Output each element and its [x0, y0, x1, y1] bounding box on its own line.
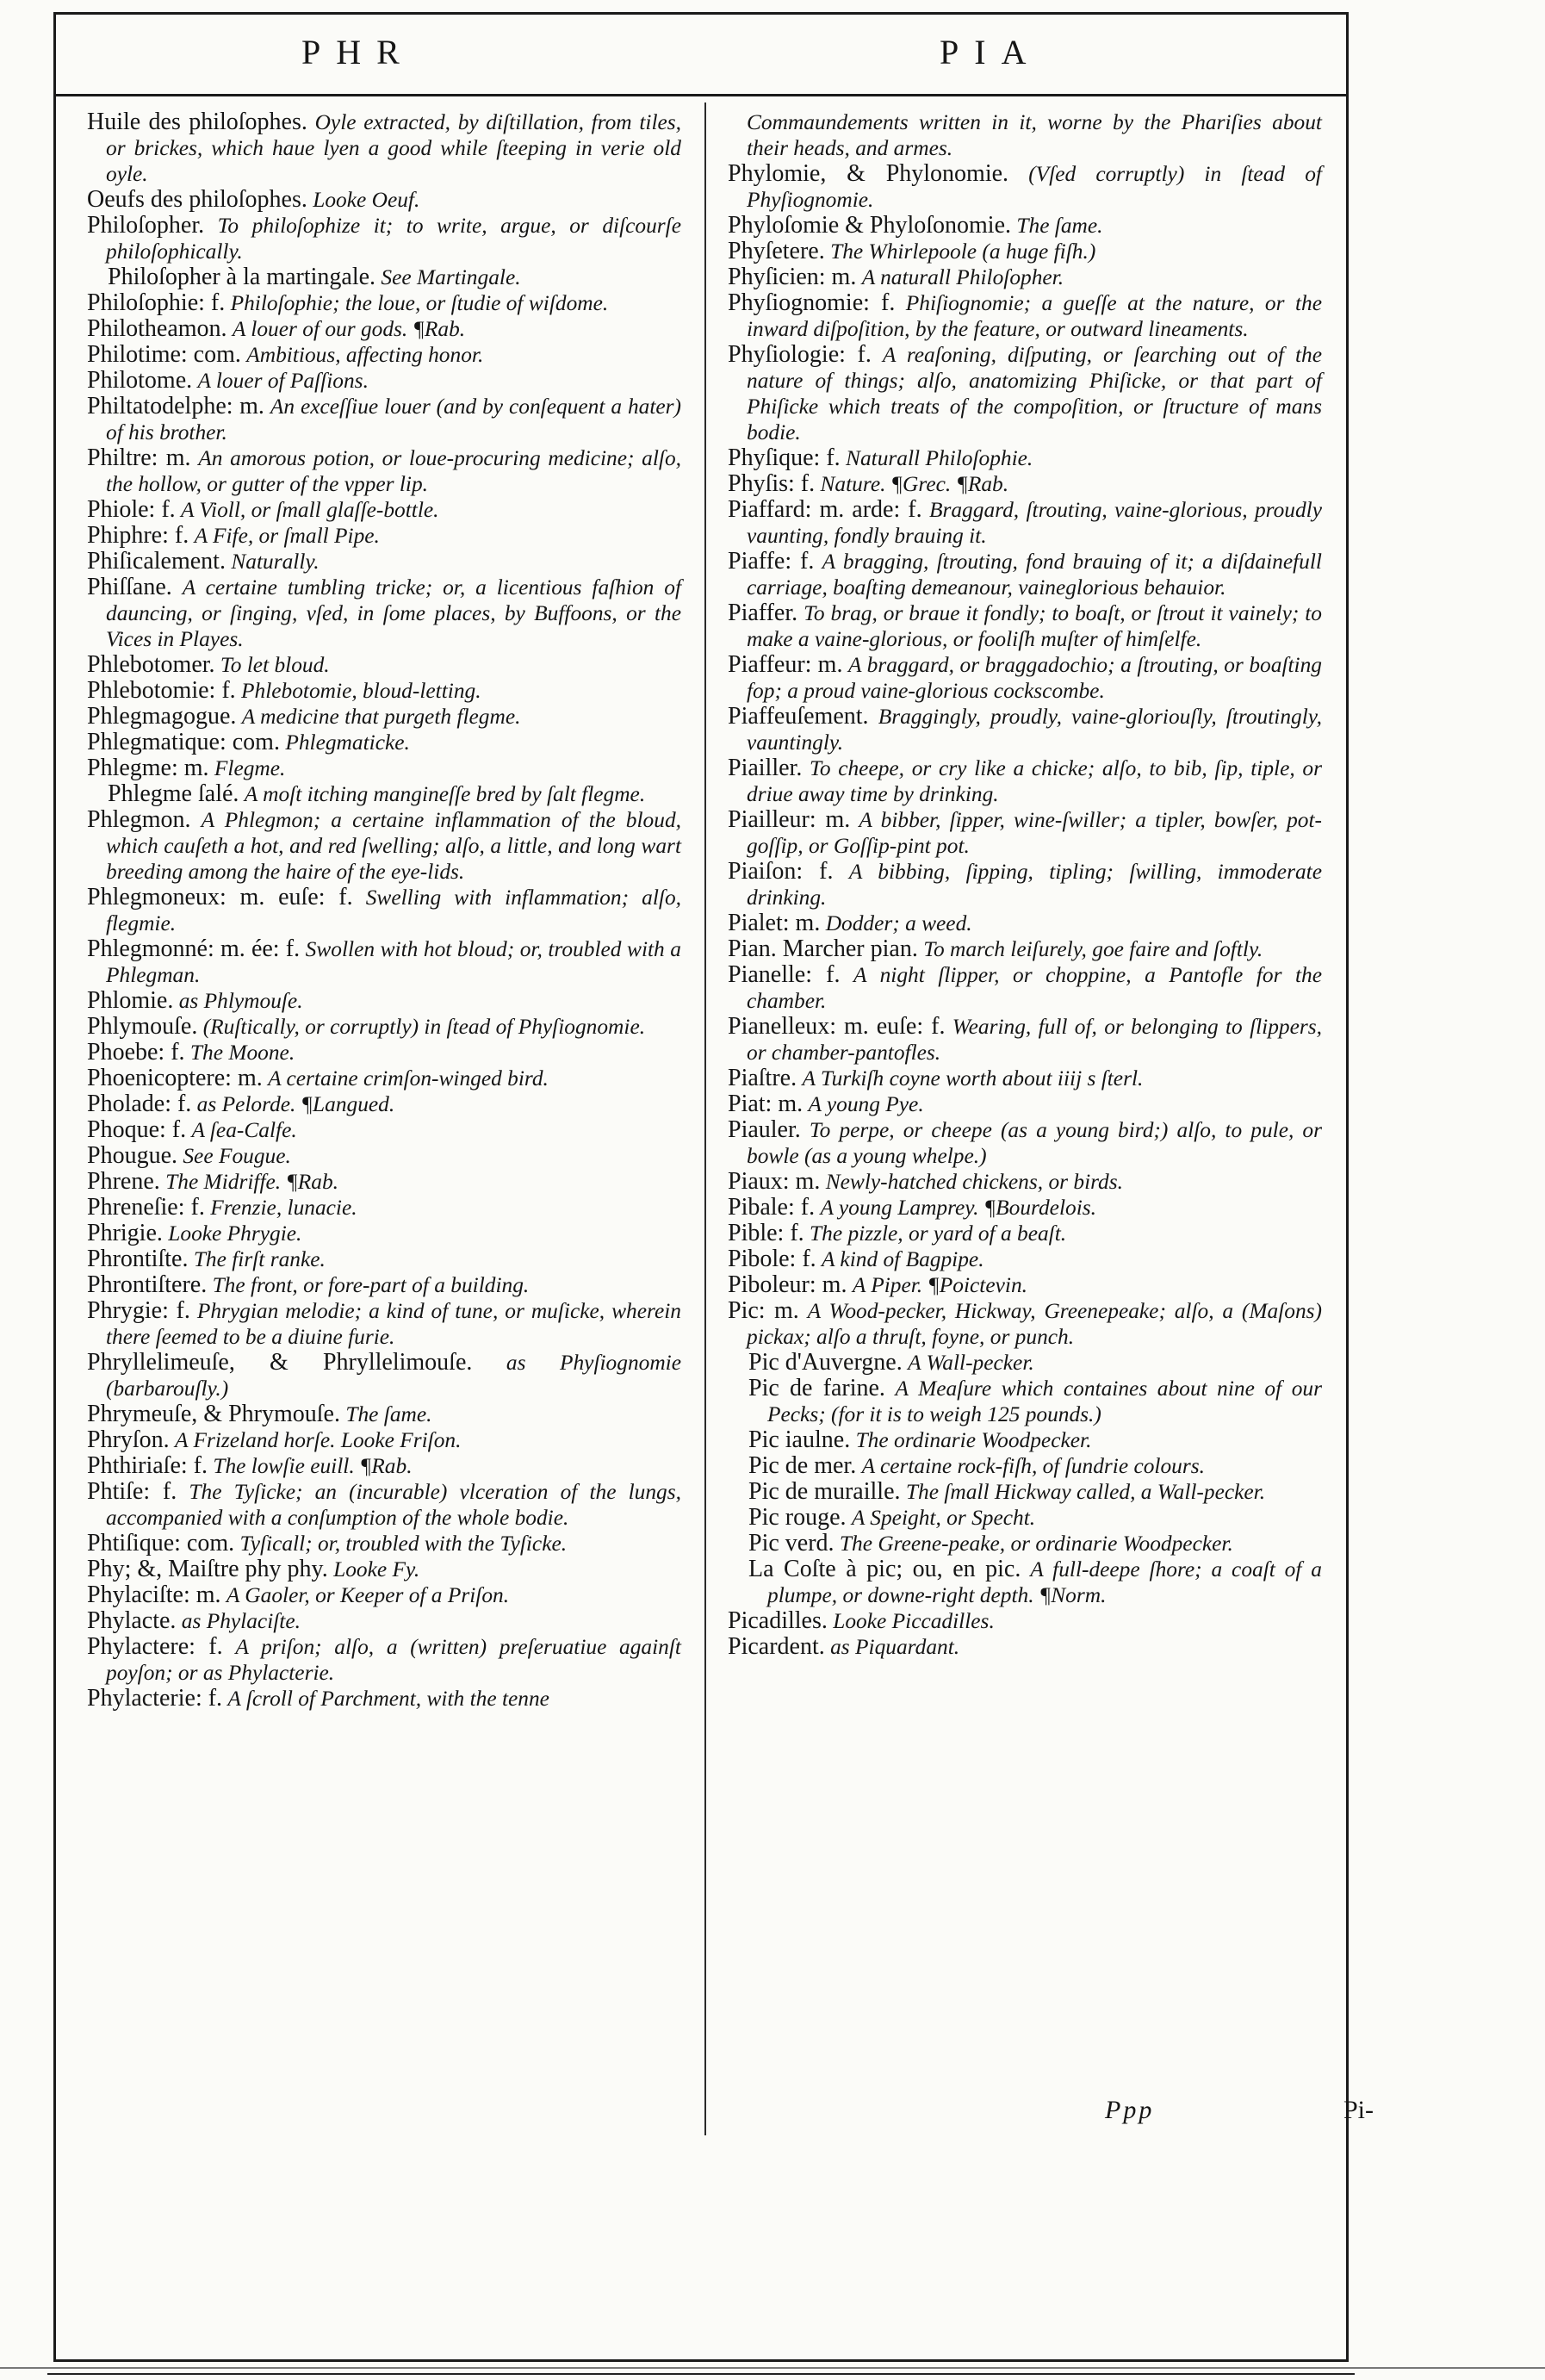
- entry-definition: A Meaſure which containes about nine of our Pecks; (for it is to weigh 125 pounds.): [767, 1376, 1322, 1426]
- entry-headword: Phylomie, & Phylonomie.: [728, 160, 1009, 187]
- entry-headword: Phrigie.: [87, 1220, 163, 1246]
- entry-headword: Piat: m.: [728, 1091, 804, 1117]
- entry-headword: Philotheamon.: [87, 315, 227, 342]
- entry-definition: A young Lamprey. ¶Bourdelois.: [820, 1196, 1096, 1220]
- entry-definition: A Phlegmon; a certaine inflammation of the bloud, which cauſeth a hot, and red ſwelling; alſo, a little, and long wart breeding among the haire of the eye-lids.: [106, 808, 681, 884]
- dictionary-entry: [728, 1014, 1322, 1066]
- entry-definition: A louer of Paſſions.: [197, 369, 369, 393]
- dictionary-entry: [728, 1427, 1322, 1453]
- entry-definition: See Martingale.: [381, 265, 521, 289]
- entry-definition: Looke Fy.: [333, 1557, 420, 1581]
- entry-headword: La Coſte à pic; ou, en pic.: [748, 1556, 1021, 1582]
- dictionary-entry: [728, 264, 1322, 290]
- right-column: [728, 109, 1322, 1660]
- dictionary-entry: [87, 187, 681, 213]
- dictionary-entry: [87, 652, 681, 678]
- entry-definition: A Frizeland horſe. Looke Friſon.: [175, 1428, 462, 1452]
- entry-headword: Piboleur: m.: [728, 1271, 847, 1298]
- entry-headword: Phthiriaſe: f.: [87, 1452, 208, 1479]
- entry-definition: See Fougue.: [183, 1144, 291, 1168]
- page-footer: [1089, 2096, 1374, 2130]
- dictionary-entry: [728, 962, 1322, 1014]
- dictionary-entry: [728, 1091, 1322, 1117]
- entry-definition: A priſon; alſo, a (written) preſeruatiue againſt poyſon; or as Phylacterie.: [106, 1635, 681, 1685]
- dictionary-entry: [728, 1066, 1322, 1091]
- dictionary-entry: [87, 1686, 681, 1712]
- entry-definition: To march leiſurely, goe faire and ſoftly.: [923, 937, 1263, 961]
- dictionary-entry: [87, 1143, 681, 1169]
- entry-headword: Phtiſe: f.: [87, 1478, 177, 1505]
- entry-headword: Pic de farine.: [748, 1375, 885, 1401]
- entry-headword: Pialet: m.: [728, 910, 821, 936]
- dictionary-entry: [728, 1246, 1322, 1272]
- entry-definition: The Whirlepoole (a huge fiſh.): [830, 239, 1096, 264]
- dictionary-entry: [728, 1117, 1322, 1169]
- dictionary-entry: [87, 1427, 681, 1453]
- entry-headword: Phyſiognomie: f.: [728, 289, 896, 316]
- signature-mark: Ppp: [1105, 2096, 1155, 2124]
- entry-headword: Phougue.: [87, 1142, 177, 1169]
- entry-headword: Phlegmatique: com.: [87, 729, 280, 755]
- dictionary-entry: [87, 264, 681, 290]
- dictionary-entry: [87, 1221, 681, 1246]
- entry-headword: Pic: m.: [728, 1297, 799, 1324]
- dictionary-entry: [87, 523, 681, 549]
- entry-definition: A full-deepe ſhore; a coaſt of a plumpe, or downe-right depth. ¶Norm.: [767, 1557, 1322, 1607]
- entry-definition: A medicine that purgeth flegme.: [241, 705, 521, 729]
- entry-headword: Philtatodelphe: m.: [87, 393, 264, 419]
- dictionary-entry: [87, 316, 681, 342]
- entry-definition: The ſmall Hickway called, a Wall-pecker.: [905, 1480, 1266, 1504]
- entry-definition: The ſame.: [345, 1402, 432, 1426]
- entry-headword: Piaffer.: [728, 600, 798, 626]
- dictionary-entry: [87, 1091, 681, 1117]
- entry-headword: Pholade: f.: [87, 1091, 192, 1117]
- dictionary-entry: [87, 1582, 681, 1608]
- page-frame: [53, 12, 1374, 2362]
- dictionary-entry: [728, 497, 1322, 549]
- entry-definition: Commaundements written in it, worne by the Phariſies about their heads, and armes.: [747, 110, 1322, 160]
- dictionary-entry: [87, 1040, 681, 1066]
- entry-definition: An exceſſiue louer (and by conſequent a hater) of his brother.: [106, 395, 682, 444]
- entry-headword: Phyſis: f.: [728, 470, 816, 497]
- dictionary-entry: [87, 730, 681, 755]
- entry-headword: Pibale: f.: [728, 1194, 816, 1221]
- dictionary-entry: [728, 1272, 1322, 1298]
- entry-definition: A Violl, or ſmall glaſſe-bottle.: [181, 498, 439, 522]
- entry-definition: A certaine tumbling tricke; or, a licentious faſhion of dauncing, or ſinging, vſed, in ſome places, by Buffoons, or the Vices in Playes.: [106, 575, 681, 651]
- dictionary-entry: [87, 1066, 681, 1091]
- entry-headword: Phrygie: f.: [87, 1297, 190, 1324]
- entry-definition: Phrygian melodie; a kind of tune, or muſicke, wherein there ſeemed to be a diuine furie.: [106, 1299, 681, 1349]
- entry-definition: Philoſophie; the loue, or ſtudie of wiſdome.: [230, 291, 609, 315]
- entry-headword: Phryllelimeuſe, & Phryllelimouſe.: [87, 1349, 473, 1376]
- dictionary-entry: [728, 290, 1322, 342]
- entry-headword: Philoſophie: f.: [87, 289, 226, 316]
- dictionary-entry: [728, 936, 1322, 962]
- entry-definition: A ſea-Calfe.: [191, 1118, 297, 1142]
- entry-definition: A bibber, ſipper, wine-ſwiller; a tipler, bowſer, pot-goſſip, or Goſſip-pint pot.: [747, 808, 1322, 858]
- entry-headword: Phtiſique: com.: [87, 1530, 235, 1557]
- dictionary-entry: [87, 885, 681, 936]
- dictionary-entry: [728, 1608, 1322, 1634]
- dictionary-entry: [87, 368, 681, 394]
- entry-headword: Phrontiſte.: [87, 1246, 189, 1272]
- dictionary-entry: [87, 1272, 681, 1298]
- running-head-right: PIA: [940, 33, 1042, 71]
- entry-definition: To cheepe, or cry like a chicke; alſo, to bib, ſip, tiple, or driue away time by drinking.: [747, 756, 1322, 806]
- entry-definition: Ambitious, affecting honor.: [246, 343, 484, 367]
- dictionary-entry: [728, 1298, 1322, 1350]
- dictionary-entry: [728, 1557, 1322, 1608]
- entry-definition: A Piper. ¶Poictevin.: [852, 1273, 1027, 1297]
- entry-headword: Phy; &, Maiſtre phy phy.: [87, 1556, 328, 1582]
- entry-headword: Piaffeur: m.: [728, 651, 843, 678]
- entry-definition: Dodder; a weed.: [825, 911, 972, 935]
- dictionary-entry: [87, 1531, 681, 1557]
- dictionary-entry: [87, 575, 681, 652]
- entry-definition: (Ruſtically, or corruptly) in ſtead of Phyſiognomie.: [202, 1015, 646, 1039]
- entry-headword: Phrene.: [87, 1168, 160, 1195]
- dictionary-entry: [87, 1298, 681, 1350]
- dictionary-entry: [728, 1479, 1322, 1505]
- bottom-rule: [0, 2367, 1545, 2369]
- entry-headword: Phyſique: f.: [728, 444, 841, 471]
- dictionary-entry: [728, 1531, 1322, 1557]
- entry-headword: Philoſopher.: [87, 212, 205, 239]
- entry-headword: Philotime: com.: [87, 341, 241, 368]
- entry-headword: Picadilles.: [728, 1607, 828, 1634]
- entry-definition: Nature. ¶Grec. ¶Rab.: [820, 472, 1009, 496]
- entry-definition: A Fife, or ſmall Pipe.: [194, 524, 380, 548]
- dictionary-entry: [87, 342, 681, 368]
- entry-definition: Braggard, ſtrouting, vaine-glorious, proudly vaunting, fondly brauing it.: [747, 498, 1322, 548]
- entry-definition: The Moone.: [189, 1041, 295, 1065]
- entry-definition: Looke Piccadilles.: [833, 1609, 995, 1633]
- entry-definition: The pizzle, or yard of a beaſt.: [810, 1221, 1067, 1246]
- entry-definition: A Speight, or Specht.: [851, 1506, 1036, 1530]
- entry-headword: Phiſſane.: [87, 574, 172, 600]
- entry-headword: Pianelle: f.: [728, 961, 841, 988]
- entry-definition: The Midriffe. ¶Rab.: [165, 1170, 338, 1194]
- entry-headword: Phiole: f.: [87, 496, 176, 523]
- entry-headword: Phlegmagogue.: [87, 703, 237, 730]
- dictionary-entry: [728, 704, 1322, 755]
- dictionary-entry: [87, 1014, 681, 1040]
- entry-headword: Piaffard: m. arde: f.: [728, 496, 922, 523]
- dictionary-entry: [87, 704, 681, 730]
- entry-definition: Braggingly, proudly, vaine-gloriouſly, ſtroutingly, vauntingly.: [747, 705, 1322, 755]
- entry-headword: Phreneſie: f.: [87, 1194, 205, 1221]
- entry-definition: The lowſie euill. ¶Rab.: [213, 1454, 413, 1478]
- entry-definition: To brag, or braue it fondly; to boaſt, or ſtrout it vainely; to make a vaine-glorious, or fooliſh muſter of himſelfe.: [747, 601, 1322, 651]
- entry-headword: Pible: f.: [728, 1220, 804, 1246]
- dictionary-entry: [728, 1221, 1322, 1246]
- entry-headword: Picardent.: [728, 1633, 825, 1660]
- entry-definition: Looke Phrygie.: [168, 1221, 302, 1246]
- entry-headword: Piaiſon: f.: [728, 858, 834, 885]
- entry-headword: Pic d'Auvergne.: [748, 1349, 903, 1376]
- dictionary-entry: [87, 213, 681, 264]
- dictionary-entry: [728, 1376, 1322, 1427]
- dictionary-entry: [87, 807, 681, 885]
- entry-headword: Phylaciſte: m.: [87, 1581, 221, 1608]
- entry-definition: A certaine rock-fiſh, of ſundrie colours.: [861, 1454, 1205, 1478]
- entry-definition: A louer of our gods. ¶Rab.: [232, 317, 466, 341]
- entry-definition: as Phlymouſe.: [178, 989, 303, 1013]
- entry-headword: Philtre: m.: [87, 444, 191, 471]
- dictionary-entry: [728, 471, 1322, 497]
- dictionary-entry: [728, 1505, 1322, 1531]
- dictionary-entry: [87, 290, 681, 316]
- entry-definition: The front, or fore-part of a building.: [212, 1273, 530, 1297]
- dictionary-entry: [87, 445, 681, 497]
- left-column: [87, 109, 681, 1712]
- entry-definition: Flegme.: [214, 756, 286, 780]
- entry-definition: (Vſed corruptly) in ſtead of Phyſiognomie.: [747, 162, 1322, 212]
- entry-definition: A certaine crimſon-winged bird.: [268, 1066, 549, 1091]
- entry-headword: Phlebotomie: f.: [87, 677, 236, 704]
- entry-headword: Phylactere: f.: [87, 1633, 223, 1660]
- entry-headword: Oeufs des philoſophes.: [87, 186, 307, 213]
- entry-definition: A Wood-pecker, Hickway, Greenepeake; alſo, a (Maſons) pickax; alſo a thruſt, foyne, or punch.: [747, 1299, 1322, 1349]
- entry-headword: Phyſicien: m.: [728, 264, 857, 290]
- entry-headword: Phylacterie: f.: [87, 1685, 223, 1712]
- dictionary-entry: [87, 1634, 681, 1686]
- dictionary-entry: [87, 109, 681, 187]
- dictionary-entry: [728, 1169, 1322, 1195]
- entry-headword: Philoſopher à la martingale.: [108, 264, 376, 290]
- dictionary-entry: [728, 445, 1322, 471]
- entry-definition: Naturally.: [231, 550, 320, 574]
- dictionary-entry: [728, 755, 1322, 807]
- entry-headword: Phlegmon.: [87, 806, 191, 833]
- entry-definition: as Phyſiognomie (barbarouſly.): [106, 1351, 681, 1401]
- entry-headword: Pian. Marcher pian.: [728, 935, 918, 962]
- dictionary-entry: [728, 1195, 1322, 1221]
- dictionary-entry: [728, 109, 1322, 161]
- dictionary-entry: [87, 1453, 681, 1479]
- entry-definition: A night ſlipper, or choppine, a Pantofle for the chamber.: [747, 963, 1322, 1013]
- entry-headword: Piaux: m.: [728, 1168, 821, 1195]
- dictionary-entry: [728, 549, 1322, 600]
- entry-definition: To perpe, or cheepe (as a young bird;) alſo, to pule, or bowle (as a young whelpe.): [747, 1118, 1322, 1168]
- dictionary-entry: [87, 549, 681, 575]
- dictionary-entry: [728, 1453, 1322, 1479]
- entry-definition: Frenzie, lunacie.: [210, 1196, 357, 1220]
- entry-definition: as Phylaciſte.: [181, 1609, 301, 1633]
- entry-headword: Pic rouge.: [748, 1504, 847, 1531]
- entry-headword: Piailler.: [728, 755, 803, 781]
- entry-headword: Phlegmoneux: m. euſe: f.: [87, 884, 353, 910]
- entry-headword: Phlymouſe.: [87, 1013, 198, 1040]
- dictionary-entry: [728, 807, 1322, 859]
- entry-headword: Piauler.: [728, 1116, 801, 1143]
- entry-definition: The ſame.: [1016, 214, 1103, 238]
- entry-headword: Phlomie.: [87, 987, 174, 1014]
- entry-headword: Phoebe: f.: [87, 1039, 185, 1066]
- entry-definition: A naturall Philoſopher.: [861, 265, 1064, 289]
- entry-headword: Pic verd.: [748, 1530, 835, 1557]
- entry-headword: Pic iaulne.: [748, 1426, 851, 1453]
- entry-definition: A braggard, or braggadochio; a ſtrouting, or boaſting fop; a proud vaine-glorious cockscombe.: [747, 653, 1322, 703]
- entry-definition: Newly-hatched chickens, or birds.: [825, 1170, 1123, 1194]
- entry-headword: Phrymeuſe, & Phrymouſe.: [87, 1401, 340, 1427]
- entry-definition: The Greene-peake, or ordinarie Woodpecker.: [839, 1532, 1233, 1556]
- entry-definition: A Turkiſh coyne worth about iiij s ſterl.: [802, 1066, 1144, 1091]
- dictionary-entry: [728, 600, 1322, 652]
- entry-headword: Phlegme: m.: [87, 755, 209, 781]
- entry-headword: Phoenicoptere: m.: [87, 1065, 263, 1091]
- entry-definition: A reaſoning, diſputing, or ſearching out of the nature of things; alſo, anatomizing Phiſicke, or that part of Phiſicke which treats of the compoſition, or ſtructure of mans bodie.: [747, 343, 1322, 444]
- dictionary-entry: [728, 652, 1322, 704]
- entry-definition: Swollen with hot bloud; or, troubled with a Phlegman.: [106, 937, 681, 987]
- dictionary-entry: [728, 1634, 1322, 1660]
- dictionary-entry: [87, 1479, 681, 1531]
- dictionary-entry: [87, 1169, 681, 1195]
- dictionary-entry: [87, 1608, 681, 1634]
- entry-headword: Phiphre: f.: [87, 522, 189, 549]
- dictionary-entry: [87, 1117, 681, 1143]
- entry-definition: An amorous potion, or loue-procuring medicine; alſo, the hollow, or gutter of the vpper lip.: [106, 446, 681, 496]
- dictionary-entry: [728, 213, 1322, 239]
- dictionary-entry: [728, 1350, 1322, 1376]
- entry-definition: Swelling with inflammation; alſo, flegmie.: [106, 886, 681, 935]
- entry-definition: A young Pye.: [808, 1092, 924, 1116]
- entry-definition: The Tyſicke; an (incurable) vlceration of the lungs, accompanied with a conſumption of the whole bodie.: [106, 1480, 681, 1530]
- entry-headword: Piaſtre.: [728, 1065, 797, 1091]
- dictionary-entry: [87, 1401, 681, 1427]
- column-divider: [704, 103, 706, 2135]
- entry-headword: Phlebotomer.: [87, 651, 215, 678]
- entry-definition: Naturall Philoſophie.: [846, 446, 1033, 470]
- dictionary-entry: [728, 161, 1322, 213]
- dictionary-entry: [87, 936, 681, 988]
- entry-headword: Pic de muraille.: [748, 1478, 901, 1505]
- entry-definition: The firſt ranke.: [193, 1247, 326, 1271]
- dictionary-entry: [728, 342, 1322, 445]
- entry-headword: Phryſon.: [87, 1426, 170, 1453]
- entry-definition: A ſcroll of Parchment, with the tenne: [227, 1687, 549, 1711]
- entry-definition: A bibbing, ſipping, tipling; ſwilling, immoderate drinking.: [747, 860, 1322, 910]
- entry-definition: To let bloud.: [220, 653, 330, 677]
- entry-headword: Pianelleux: m. euſe: f.: [728, 1013, 946, 1040]
- dictionary-entry: [728, 910, 1322, 936]
- dictionary-entry: [87, 1195, 681, 1221]
- entry-definition: Phlebotomie, bloud-letting.: [241, 679, 481, 703]
- entry-headword: Piaffeuſement.: [728, 703, 869, 730]
- entry-definition: as Pelorde. ¶Langued.: [196, 1092, 395, 1116]
- entry-definition: Phiſiognomie; a gueſſe at the nature, or the inward diſpoſition, by the feature, or outward lineaments.: [747, 291, 1322, 341]
- entry-definition: as Piquardant.: [830, 1635, 960, 1659]
- running-head-left: PHR: [301, 33, 415, 71]
- entry-headword: Philotome.: [87, 367, 193, 394]
- dictionary-entry: [87, 781, 681, 807]
- dictionary-entry: [87, 497, 681, 523]
- entry-definition: Looke Oeuf.: [313, 188, 420, 212]
- dictionary-entry: [728, 239, 1322, 264]
- entry-headword: Phiſicalement.: [87, 548, 226, 575]
- entry-definition: A Wall-pecker.: [908, 1351, 1034, 1375]
- dictionary-entry: [87, 755, 681, 781]
- entry-headword: Pic de mer.: [748, 1452, 857, 1479]
- entry-headword: Pibole: f.: [728, 1246, 816, 1272]
- entry-definition: A moſt itching mangineſſe bred by ſalt flegme.: [244, 782, 646, 806]
- catchword: Pi-: [1343, 2096, 1374, 2124]
- entry-headword: Phlegme ſalé.: [108, 780, 239, 807]
- entry-definition: A Gaoler, or Keeper of a Priſon.: [226, 1583, 510, 1607]
- entry-headword: Phylacte.: [87, 1607, 177, 1634]
- entry-definition: The ordinarie Woodpecker.: [855, 1428, 1092, 1452]
- entry-definition: Phlegmaticke.: [285, 730, 410, 755]
- entry-definition: Tyſicall; or, troubled with the Tyſicke.: [239, 1532, 568, 1556]
- entry-definition: To philoſophize it; to write, argue, or diſcourſe philoſophically.: [106, 214, 681, 264]
- entry-definition: A bragging, ſtrouting, fond brauing of it; a diſdainefull carriage, boaſting demeanour, vaineglorious behauior.: [747, 550, 1322, 600]
- running-head: [56, 15, 1346, 96]
- entry-headword: Phrontiſtere.: [87, 1271, 208, 1298]
- dictionary-entry: [728, 859, 1322, 910]
- dictionary-entry: [87, 394, 681, 445]
- entry-headword: Phlegmonné: m. ée: f.: [87, 935, 301, 962]
- dictionary-entry: [87, 1557, 681, 1582]
- entry-headword: Huile des philoſophes.: [87, 109, 307, 135]
- entry-headword: Phoque: f.: [87, 1116, 187, 1143]
- dictionary-entry: [87, 1350, 681, 1401]
- dictionary-entry: [87, 1246, 681, 1272]
- dictionary-entry: [87, 678, 681, 704]
- entry-headword: Phyſetere.: [728, 238, 825, 264]
- entry-headword: Piailleur: m.: [728, 806, 851, 833]
- entry-definition: Oyle extracted, by diſtillation, from tiles, or brickes, which haue lyen a good while ſteeping in verie old oyle.: [106, 110, 681, 186]
- entry-definition: Wearing, full of, or belonging to ſlippers, or chamber-pantofles.: [747, 1015, 1323, 1065]
- dictionary-entry: [87, 988, 681, 1014]
- entry-headword: Phyſiologie: f.: [728, 341, 872, 368]
- entry-definition: A kind of Bagpipe.: [822, 1247, 984, 1271]
- entry-headword: Piaffe: f.: [728, 548, 815, 575]
- entry-headword: Phyloſomie & Phyloſonomie.: [728, 212, 1012, 239]
